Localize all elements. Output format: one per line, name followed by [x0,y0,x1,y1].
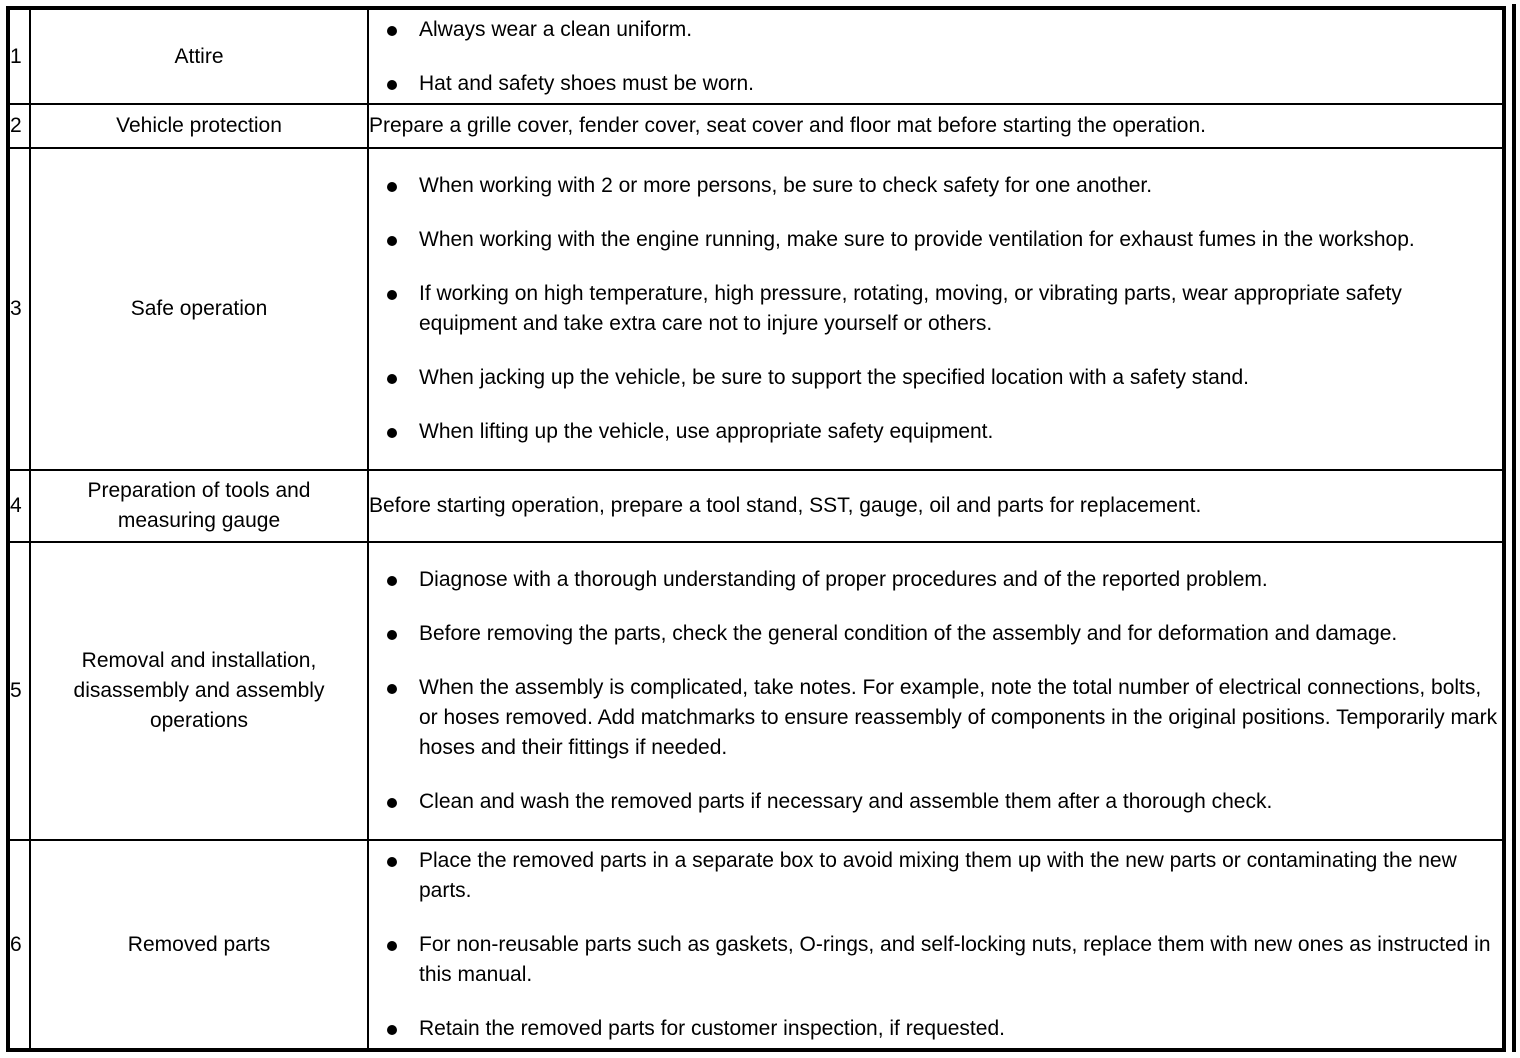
bullet-icon [387,798,397,808]
bullet-icon [387,80,397,90]
outer-border-line [1512,4,1516,1052]
row-number: 3 [8,148,30,470]
bullet-icon [387,182,397,192]
list-item: When the assembly is complicated, take notes. For example, note the total number of electrical connections, bolts, or hoses removed. Add matchmarks to ensure reassembly of components in the original positions. Temporarily mark hoses and their fittings if needed. [369,673,1502,763]
list-item: Before removing the parts, check the general condition of the assembly and for deformation and damage. [369,619,1502,649]
bullet-icon [387,941,397,951]
row-description [368,542,1504,840]
list-item: Clean and wash the removed parts if necessary and assemble them after a thorough check. [369,787,1502,817]
bullet-list [369,167,1502,451]
bullet-icon [387,1025,397,1035]
row-number: 6 [8,840,30,1050]
precautions-table [6,6,1506,1052]
row-number: 1 [8,8,30,104]
row-description: Before starting operation, prepare a tool stand, SST, gauge, oil and parts for replacement. [368,470,1504,542]
bullet-icon [387,684,397,694]
bullet-icon [387,428,397,438]
row-number: 5 [8,542,30,840]
list-item: Diagnose with a thorough understanding of proper procedures and of the reported problem. [369,565,1502,595]
bullet-icon [387,236,397,246]
table-row [8,8,1504,104]
table-row [8,840,1504,1050]
list-item: If working on high temperature, high pressure, rotating, moving, or vibrating parts, wear appropriate safety equipment and take extra care not to injure yourself or others. [369,279,1502,339]
row-category: Removed parts [30,840,368,1050]
bullet-icon [387,630,397,640]
row-category: Preparation of tools and measuring gauge [30,470,368,542]
row-description: Prepare a grille cover, fender cover, seat cover and floor mat before starting the operation. [368,104,1504,148]
table-row [8,148,1504,470]
row-category: Removal and installation, disassembly and assembly operations [30,542,368,840]
list-item: Retain the removed parts for customer inspection, if requested. [369,1014,1502,1044]
list-item: When working with 2 or more persons, be sure to check safety for one another. [369,171,1502,201]
row-category: Attire [30,8,368,104]
table-row [8,104,1504,148]
bullet-list [369,561,1502,821]
bullet-icon [387,290,397,300]
bullet-icon [387,374,397,384]
bullet-icon [387,26,397,36]
row-category: Vehicle protection [30,104,368,148]
row-description [368,8,1504,104]
row-number: 2 [8,104,30,148]
list-item: When lifting up the vehicle, use appropriate safety equipment. [369,417,1502,447]
list-item: Hat and safety shoes must be worn. [369,69,1502,99]
row-description [368,148,1504,470]
list-item: Always wear a clean uniform. [369,15,1502,45]
bullet-list [369,842,1502,1048]
row-description [368,840,1504,1050]
table-row [8,470,1504,542]
bullet-icon [387,576,397,586]
list-item: When jacking up the vehicle, be sure to support the specified location with a safety stand. [369,363,1502,393]
list-item: For non-reusable parts such as gaskets, O-rings, and self-locking nuts, replace them with new ones as instructed in this manual. [369,930,1502,990]
row-number: 4 [8,470,30,542]
table-row [8,542,1504,840]
bullet-list [369,11,1502,103]
row-category: Safe operation [30,148,368,470]
list-item: Place the removed parts in a separate box to avoid mixing them up with the new parts or contaminating the new parts. [369,846,1502,906]
bullet-icon [387,857,397,867]
list-item: When working with the engine running, make sure to provide ventilation for exhaust fumes in the workshop. [369,225,1502,255]
